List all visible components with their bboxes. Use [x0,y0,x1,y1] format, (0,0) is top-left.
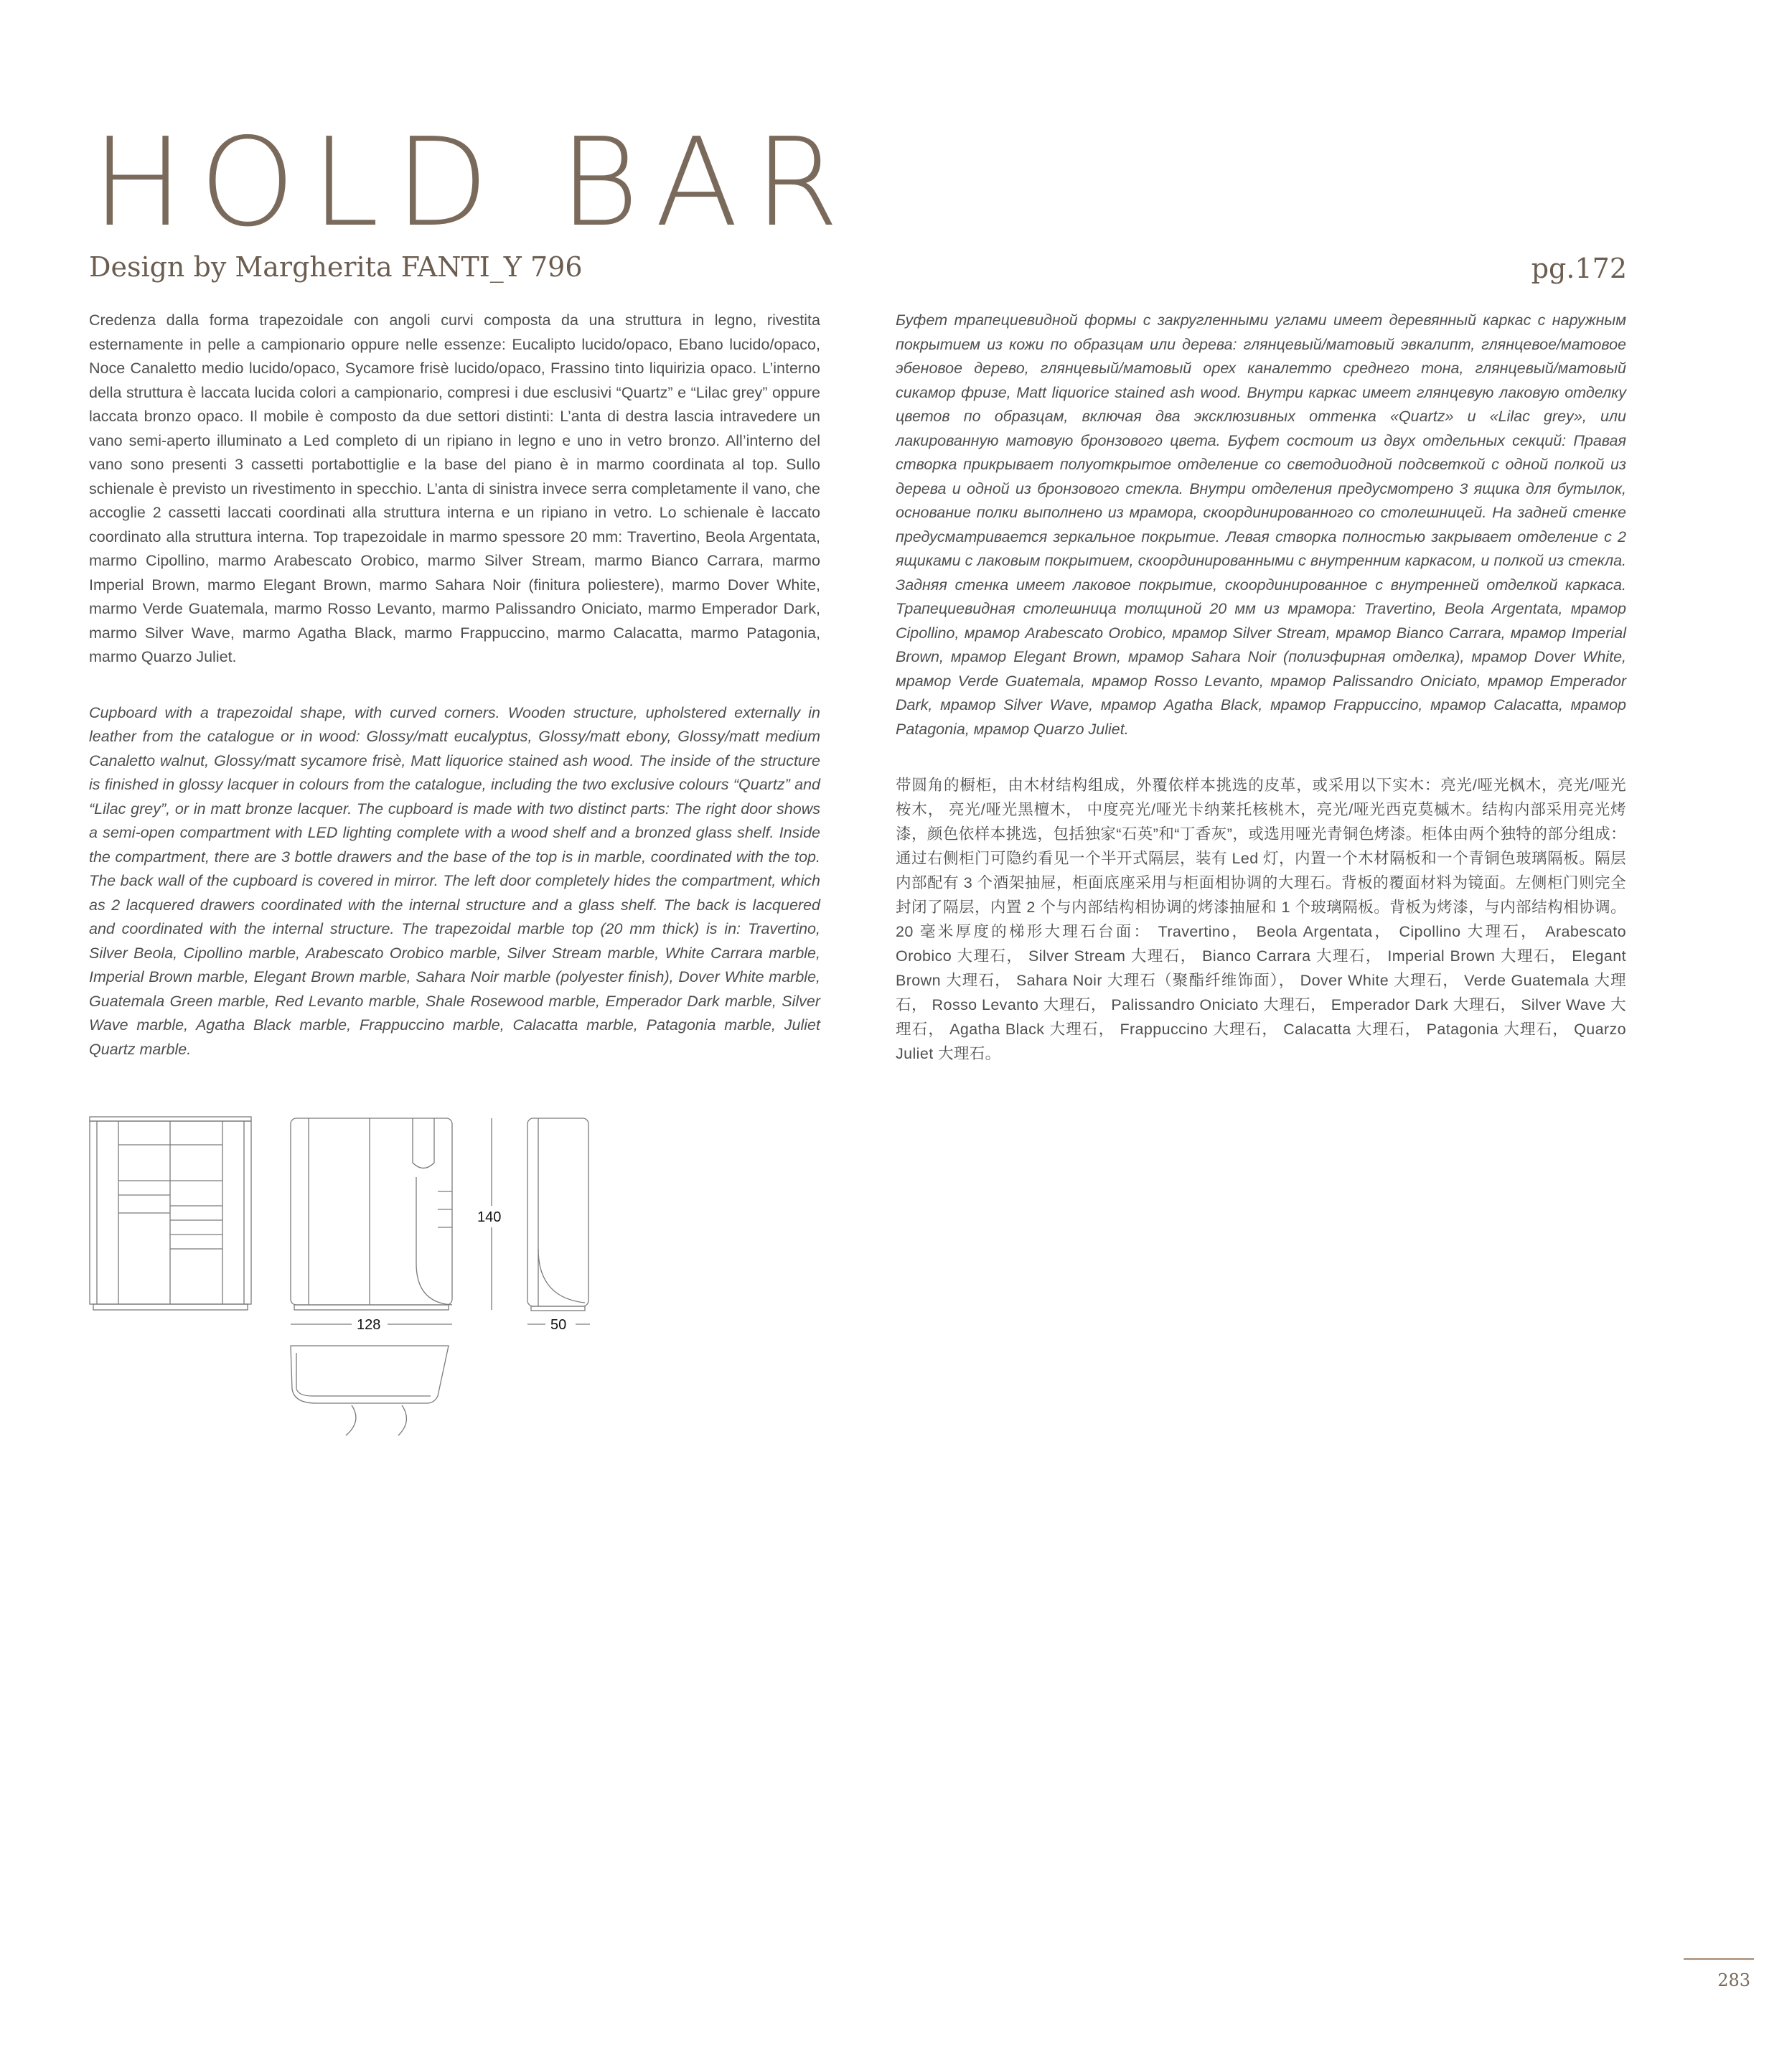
front-open-drawing [90,1117,251,1310]
english-description: Cupboard with a trapezoidal shape, with curved corners. Wooden structure, upholstered externally in leather from the catalogue or in wood: Glossy/matt eucalyptus, Glossy/matt ebony, Glossy/matt medium Canaletto walnut, Glossy/matt sycamore frisè, Matt liquorice stained ash wood. The inside of the structure is finished in glossy lacquer in colours from the catalogue, including the two exclusive colours “Quartz” and “Lilac grey”, or in matt bronze lacquer. The cupboard is made with two distinct parts: The right door shows a semi-open compartment with LED lighting complete with a wood shelf and a bronzed glass shelf. Inside the compartment, there are 3 bottle drawers and the base of the top is in marble, coordinated with the top. The back wall of the cupboard is covered in mirror. The left door completely hides the compartment, which as 2 lacquered drawers coordinated with the internal structure and a glass shelf. The back is lacquered and coordinated with the internal structure. The trapezoidal marble top (20 mm thick) is in: Travertino, Silver Beola, Cipollino marble, Arabescato Orobico marble, Silver Stream marble, White Carrara marble, Imperial Brown marble, Elegant Brown marble, Sahara Noir marble (polyester finish), Dover White marble, Guatemala Green marble, Red Levanto marble, Shale Rosewood marble, Emperador Dark marble, Silver Wave marble, Agatha Black marble, Frappuccino marble, Calacatta marble, Patagonia marble, Juliet Quartz marble. [89,703,820,1058]
depth-label: 50 [550,1317,567,1333]
designer-subtitle: Design by Margherita FANTI_Y 796 [89,251,583,283]
page-reference: pg.172 [1531,253,1627,284]
width-label: 128 [357,1317,381,1333]
height-label: 140 [477,1209,502,1225]
italian-description: Credenza dalla forma trapezoidale con angoli curvi composta da una struttura in legno, rivestita esternamente in pelle a campionario oppure nelle essenze: Eucalipto lucido/opaco, Ebano lucido/opaco, Noce Canaletto medio lucido/opaco, Sycamore frisè lucido/opaco, Frassino tinto liquirizia opaco. L’interno della struttura è laccata lucida colori a campionario, compresi i due esclusivi “Quartz” e “Lilac grey” oppure laccata bronzo opaco. Il mobile è composto da due settori distinti: L’anta di destra lascia intravedere un vano semi-aperto illuminato a Led completo di un ripiano in legno e uno in vetro bronzo. All’interno del vano sono presenti 3 cassetti portabottiglie e la base del piano è in marmo coordinata al top. Sullo schienale è previsto un rivestimento in specchio. L’anta di sinistra invece serra completamente il vano, che accoglie 2 cassetti laccati coordinati alla struttura interna e un ripiano in vetro. Lo schienale è laccato coordinato alla struttura interna. Top trapezoidale in marmo spessore 20 mm: Travertino, Beola Argentata, marmo Cipollino, marmo Arabescato Orobico, marmo Silver Stream, marmo Bianco Carrara, marmo Imperial Brown, marmo Elegant Brown, marmo Sahara Noir (finitura poliestere), marmo Dover White, marmo Verde Guatemala, marmo Rosso Levanto, marmo Palissandro Oniciato, marmo Emperador Dark, marmo Silver Wave, marmo Agatha Black, marmo Frappuccino, marmo Calacatta, marmo Patagonia, marmo Quarzo Juliet. [89,312,820,665]
chinese-description: 带圆角的橱柜，由木材结构组成，外覆依样本挑选的皮革，或采用以下实木：亮光/哑光枫木，亮光/哑光桉木， 亮光/哑光黑檀木， 中度亮光/哑光卡纳莱托核桃木，亮光/哑光西克莫槭木。结构内部采用亮光烤漆，颜色依样本挑选，包括独家“石英”和“丁香灰”，或选用哑光青铜色烤漆。柜体由两个独特的部分组成：通过右侧柜门可隐约看见一个半开式隔层，装有 Led 灯，内置一个木材隔板和一个青铜色玻璃隔板。隔层内部配有 3 个酒架抽屉，柜面底座采用与柜面相协调的大理石。背板的覆面材料为镜面。左侧柜门则完全封闭了隔层，内置 2 个与内部结构相协调的烤漆抽屉和 1 个玻璃隔板。背板为烤漆，与内部结构相协调。20 毫米厚度的梯形大理石台面： Travertino， Beola Argentata， Cipollino 大理石， Arabescato Orobico 大理石， Silver Stream 大理石， Bianco Carrara 大理石， Imperial Brown 大理石， Elegant Brown 大理石， Sahara Noir 大理石（聚酯纤维饰面）， Dover White 大理石， Verde Guatemala 大理石， Rosso Levanto 大理石， Palissandro Oniciato 大理石， Emperador Dark 大理石， Silver Wave 大理石， Agatha Black 大理石， Frappuccino 大理石， Calacatta 大理石， Patagonia 大理石， Quarzo Juliet 大理石。 [896,777,1626,1062]
front-closed-drawing [291,1118,452,1310]
product-title: HOLD BAR [92,112,855,254]
page-number: 283 [1717,1970,1750,1990]
page-number-rule [1684,1958,1754,1960]
top-view-drawing [291,1346,449,1435]
russian-description: Буфет трапециевидной формы с закругленными углами имеет деревянный каркас с наружным покрытием из кожи по образцам или дерева: глянцевый/матовый эвкалипт, глянцевое/матовое эбеновое дерево, глянцевый/матовый орех каналетто среднего тона, глянцевый/матовый сикамор фризе, Matt liquorice stained ash wood. Внутри каркас имеет глянцевую лаковую отделку цветов по образцам, включая два эксклюзивных оттенка «Quartz» и «Lilac grey», или лакированную матовую бронзового цвета. Буфет состоит из двух отдельных секций: Правая створка прикрывает полуоткрытое отделение со светодиодной подсветкой с одной полкой из дерева и одной из бронзового стекла. Внутри отделения предусмотрено 3 ящика для бутылок, основание полки выполнено из мрамора, скоординированного со столешницей. На задней стенке предусматривается зеркальное покрытие. Левая створка полностью закрывает отделение с 2 ящиками с лаковым покрытием, скоординированными с внутренним каркасом, и полкой из стекла. Задняя стенка имеет лаковое покрытие, скоординированное с внутренней отделкой каркаса. Трапециевидная столешница толщиной 20 мм из мрамора: Travertino, Beola Argentata, мрамор Cipollino, мрамор Arabescato Orobico, мрамор Silver Stream, мрамор Bianco Carrara, мрамор Imperial Brown, мрамор Elegant Brown, мрамор Sahara Noir (полиэфирная отделка), мрамор Dover White, мрамор Verde Guatemala, мрамор Rosso Levanto, мрамор Palissandro Oniciato, мрамор Emperador Dark, мрамор Silver Wave, мрамор Agatha Black, мрамор Frappuccino, мрамор Calacatta, мрамор Patagonia, мрамор Quarzo Juliet. [896,312,1626,738]
left-column [89,309,820,1093]
right-column [896,309,1626,1097]
technical-drawings [79,1105,610,1450]
side-view-drawing [527,1118,588,1311]
